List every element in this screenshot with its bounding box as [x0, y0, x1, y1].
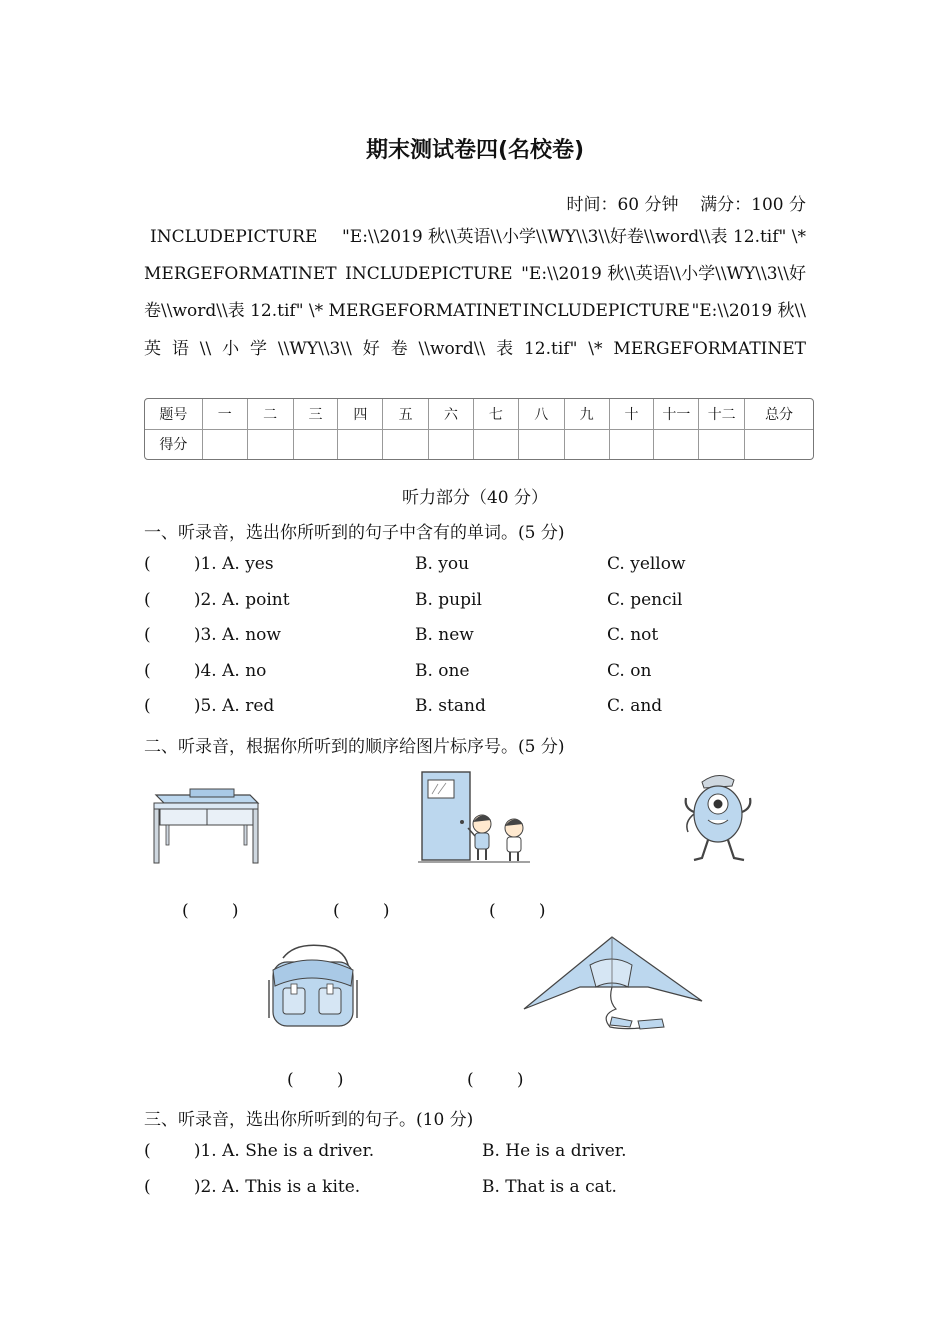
question-stem: ( )2. A. This is a kite.	[144, 1177, 361, 1197]
section1-heading: 一、听录音，选出你所听到的句子中含有的单词。(5 分)	[144, 523, 565, 543]
field-code-line-2: MERGEFORMATINET INCLUDEPICTURE "E:\\2019 秋\\英语\\小学\\WY\\3\\好	[144, 264, 806, 284]
score-cell[interactable]	[474, 430, 519, 459]
page-title: 期末测试卷四(名校卷)	[365, 138, 585, 163]
option-c: C. on	[607, 661, 652, 681]
field-code-line-4: 英 语 \\ 小 学 \\WY\\3\\ 好 卷 \\word\\ 表 12.tif" \* MERGEFORMATINET	[144, 339, 806, 359]
score-cell[interactable]	[565, 430, 610, 459]
score-table-header-row	[145, 399, 813, 430]
option-b: B. pupil	[415, 590, 482, 610]
answer-blank[interactable]: ( )	[182, 901, 239, 921]
score-cell[interactable]	[338, 430, 383, 459]
score-cell[interactable]	[699, 430, 745, 459]
score-table-score-row	[145, 430, 813, 459]
answer-blank[interactable]: ( )	[333, 901, 390, 921]
option-b: B. He is a driver.	[482, 1141, 627, 1161]
listening-header: 听力部分（40 分）	[401, 488, 549, 508]
schoolbag-picture	[265, 940, 361, 1032]
score-cell[interactable]	[745, 430, 813, 459]
field-code-line-3: 卷\\word\\表 12.tif" \* MERGEFORMATINET INCLUDEPICTURE "E:\\2019 秋\\	[144, 301, 806, 321]
table-cell: 二	[248, 399, 294, 430]
question-stem: ( )4. A. no	[144, 661, 267, 681]
option-b: B. new	[415, 625, 474, 645]
option-c: C. and	[607, 696, 663, 716]
table-cell: 五	[383, 399, 429, 430]
table-cell: 一	[203, 399, 248, 430]
table-cell: 六	[429, 399, 474, 430]
score-cell[interactable]	[383, 430, 429, 459]
table-cell: 八	[519, 399, 565, 430]
question-stem: ( )1. A. yes	[144, 554, 274, 574]
score-table	[144, 398, 814, 460]
field-code-line-1: INCLUDEPICTURE "E:\\2019 秋\\英语\\小学\\WY\\3\\好卷\\word\\表 12.tif" \*	[150, 227, 806, 247]
question-stem: ( )1. A. She is a driver.	[144, 1141, 375, 1161]
option-b: B. one	[415, 661, 470, 681]
monster-picture	[680, 770, 760, 865]
table-cell: 七	[474, 399, 519, 430]
score-cell[interactable]	[429, 430, 474, 459]
section2-heading: 二、听录音，根据你所听到的顺序给图片标序号。(5 分)	[144, 737, 565, 757]
table-cell: 十	[610, 399, 655, 430]
score-cell[interactable]	[294, 430, 339, 459]
question-stem: ( )3. A. now	[144, 625, 281, 645]
door-picture	[418, 770, 533, 866]
score-cell[interactable]	[654, 430, 699, 459]
score-cell[interactable]	[248, 430, 294, 459]
table-cell: 题号	[145, 399, 203, 430]
table-cell: 四	[338, 399, 383, 430]
desk-picture	[150, 785, 262, 865]
option-b: B. stand	[415, 696, 486, 716]
option-b: B. you	[415, 554, 470, 574]
kite-picture	[520, 935, 705, 1035]
question-stem: ( )5. A. red	[144, 696, 275, 716]
section3-heading: 三、听录音，选出你所听到的句子。(10 分)	[144, 1110, 474, 1130]
score-cell[interactable]	[610, 430, 655, 459]
option-c: C. yellow	[607, 554, 686, 574]
table-cell: 三	[294, 399, 339, 430]
score-cell[interactable]	[203, 430, 248, 459]
question-stem: ( )2. A. point	[144, 590, 290, 610]
table-cell: 总分	[745, 399, 813, 430]
option-b: B. That is a cat.	[482, 1177, 617, 1197]
option-c: C. pencil	[607, 590, 683, 610]
table-cell: 十二	[699, 399, 745, 430]
exam-meta	[566, 190, 806, 215]
table-cell: 得分	[145, 430, 203, 459]
answer-blank[interactable]: ( )	[467, 1070, 524, 1090]
full-score: 满分：100 分	[700, 195, 806, 215]
table-cell: 九	[565, 399, 610, 430]
score-cell[interactable]	[519, 430, 565, 459]
time-limit: 时间：60 分钟	[566, 195, 679, 215]
answer-blank[interactable]: ( )	[489, 901, 546, 921]
option-c: C. not	[607, 625, 659, 645]
table-cell: 十一	[654, 399, 699, 430]
answer-blank[interactable]: ( )	[287, 1070, 344, 1090]
